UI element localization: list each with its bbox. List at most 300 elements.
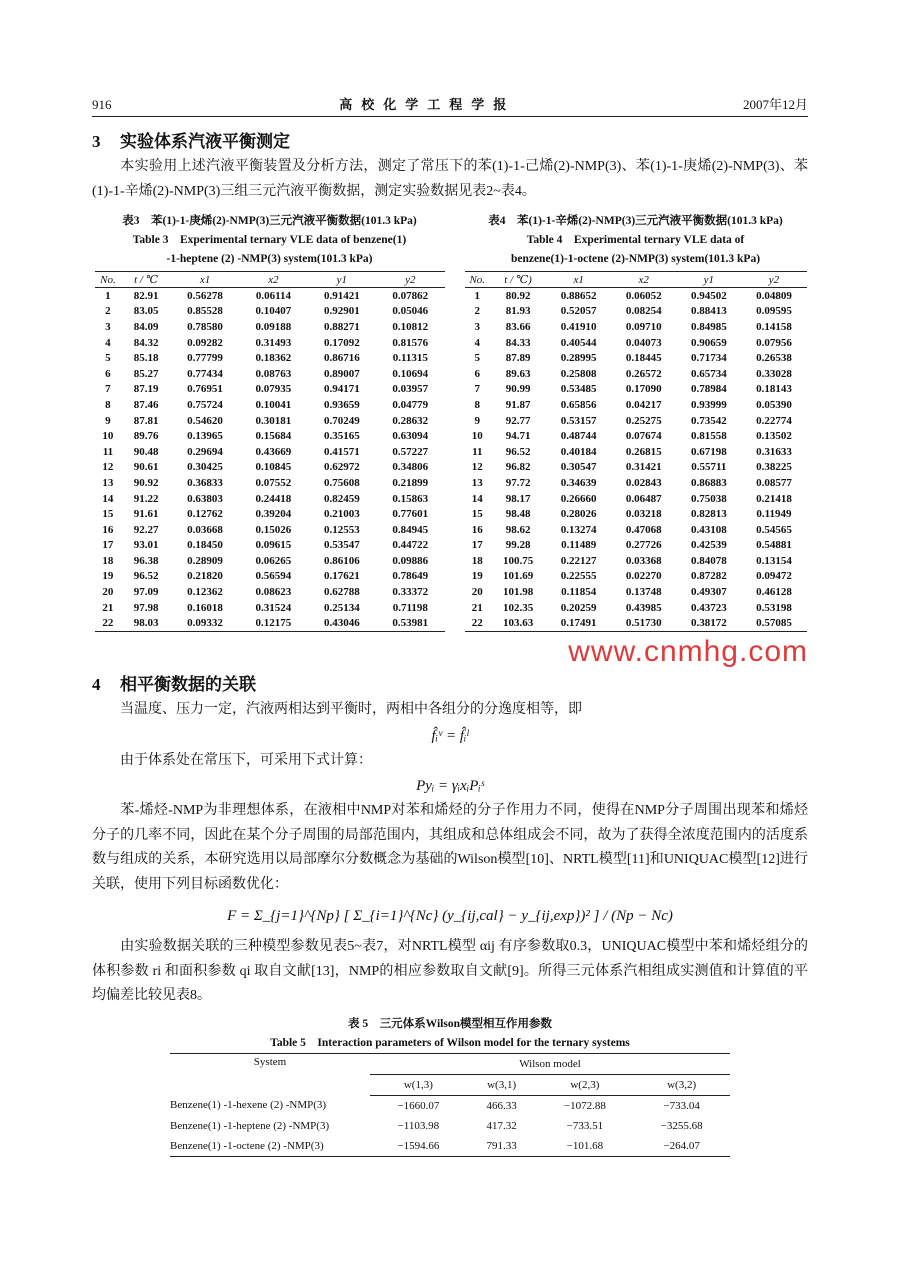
table-cell: 0.81558 xyxy=(690,430,727,443)
table-cell: 101.69 xyxy=(502,570,534,583)
table-row xyxy=(95,350,445,366)
table-cell: −101.68 xyxy=(536,1136,633,1157)
table-cell: 0.54565 xyxy=(756,523,792,536)
table-cell: 87.19 xyxy=(133,383,159,396)
table-row xyxy=(465,569,807,585)
table-cell: 21 xyxy=(471,601,483,614)
table-cell: 85.27 xyxy=(133,367,159,380)
table-cell: 0.28995 xyxy=(560,352,597,365)
table-cell: 84.09 xyxy=(133,320,159,333)
table-cell: −1072.88 xyxy=(563,1099,606,1112)
table-cell: −1594.66 xyxy=(370,1136,467,1157)
table-cell: 8 xyxy=(105,398,111,411)
table-cell: 0.09595 xyxy=(756,305,792,318)
table-cell: 791.33 xyxy=(467,1136,537,1157)
table-cell: 0.17621 xyxy=(323,570,360,583)
column-header: y1 xyxy=(308,272,376,288)
caption-en: Table 5 Interaction parameters of Wilson model for the ternary systems xyxy=(270,1036,630,1049)
table-cell: 0.26660 xyxy=(560,492,597,505)
table-cell: −733.51 xyxy=(566,1119,604,1132)
table-cell: 0.10845 xyxy=(255,461,292,474)
table-cell: 14 xyxy=(102,492,114,505)
table-cell: 89.76 xyxy=(133,430,159,443)
table-cell: 97.98 xyxy=(133,601,159,614)
table-row xyxy=(95,288,445,304)
table-cell: 0.22127 xyxy=(560,554,597,567)
table-cell: 0.04809 xyxy=(756,289,792,302)
table-cell: 22 xyxy=(465,615,491,631)
table-cell: 0.65734 xyxy=(690,367,727,380)
table-cell: 0.15026 xyxy=(255,523,292,536)
table-row xyxy=(465,584,807,600)
table-cell: 0.20259 xyxy=(560,601,597,614)
paragraph-text: 苯-烯烃-NMP为非理想体系，在液相中NMP对苯和烯烃的分子作用力不同，使得在NMP分子周围出现苯和烯烃分子的几率不同，因此在某个分子周围的局部范围内，其组成和总体组成会不同，故为了获得全浓度范围内的活度系数与组成的关系，本研究选用以局部摩尔分数概念为基础的Wilson模型[10]、NRTL模型[11]和UNIQUAC模型[12]进行关联，使用下列目标函数优化： xyxy=(92,803,808,892)
table-cell: 0.09282 xyxy=(187,336,223,349)
table-cell: 0.52057 xyxy=(560,305,597,318)
table-cell: 91.22 xyxy=(133,492,159,505)
table-cell: 0.53485 xyxy=(560,383,597,396)
table-cell: 0.03957 xyxy=(392,383,429,396)
table-cell: 98.48 xyxy=(505,508,531,521)
table-cell: 0.42539 xyxy=(690,539,727,552)
table-cell: 90.48 xyxy=(133,445,159,458)
table-cell: 102.35 xyxy=(502,601,534,614)
table-cell: 0.71734 xyxy=(690,352,727,365)
table-cell: 0.86106 xyxy=(323,554,360,567)
table-cell: 0.36833 xyxy=(187,476,223,489)
equation-raoult: Pyᵢ = γᵢxᵢPᵢˢ xyxy=(416,778,484,795)
table-row xyxy=(170,1136,730,1157)
table-cell: 8 xyxy=(474,398,481,411)
table-cell: 0.04779 xyxy=(392,398,429,411)
table-cell: 82.91 xyxy=(133,289,159,302)
table-cell: 0.31493 xyxy=(255,336,292,349)
table-cell: 0.08254 xyxy=(625,305,662,318)
table-cell: 0.03668 xyxy=(187,523,223,536)
table-cell: 0.62788 xyxy=(323,586,360,599)
table-row xyxy=(465,304,807,320)
table-row xyxy=(465,428,807,444)
table-cell: 0.43723 xyxy=(690,601,727,614)
column-header: w(1,3) xyxy=(370,1074,467,1095)
paragraph xyxy=(92,935,808,1009)
paragraph-text: 由实验数据关联的三种模型参数见表5~表7，对NRTL模型 αij 有序参数取0.3，UNIQUAC模型中苯和烯烃组分的体积参数 ri 和面积参数 qi 取自文献[13]，NMP的相应参数取自文献[9]。所得三元体系汽相组成实测值和计算值的平均偏差比较见表8。 xyxy=(92,939,808,1004)
caption-en: Table 4 Experimental ternary VLE data of xyxy=(526,234,745,246)
table-cell: 0.53547 xyxy=(323,539,360,552)
table-5-caption xyxy=(170,1015,730,1053)
table-cell: 0.56594 xyxy=(255,570,292,583)
table-cell: 100.75 xyxy=(502,554,534,567)
table-cell: 0.75724 xyxy=(187,398,223,411)
table-cell: 0.17090 xyxy=(625,383,662,396)
table-row xyxy=(95,335,445,351)
table-cell: 0.86716 xyxy=(323,352,360,365)
header-row xyxy=(95,272,445,288)
table-cell: 0.21418 xyxy=(756,492,792,505)
table-cell: 0.51730 xyxy=(611,615,676,631)
column-header: No. xyxy=(95,272,122,288)
table-cell: 19 xyxy=(102,570,114,583)
table-cell: 84.33 xyxy=(505,336,531,349)
section-title: 实验体系汽液平衡测定 xyxy=(120,132,290,151)
table-cell: 0.53198 xyxy=(756,601,792,614)
table-cell: 0.07956 xyxy=(756,336,792,349)
table-cell: 0.12762 xyxy=(187,508,223,521)
equation-objective-function: F = Σ_{j=1}^{Np} [ Σ_{i=1}^{Nc} (y_{ij,cal} − y_{ij,exp})² ] / (Np − Nc) xyxy=(227,908,673,925)
table-cell: 0.18450 xyxy=(187,539,223,552)
table-cell: 0.75038 xyxy=(690,492,727,505)
table-row xyxy=(95,569,445,585)
table-row xyxy=(95,366,445,382)
table-cell: 0.75608 xyxy=(323,476,360,489)
table-cell: 0.94171 xyxy=(323,383,360,396)
table-cell: 10 xyxy=(471,430,483,443)
table-row xyxy=(170,1095,730,1116)
paragraph xyxy=(92,749,808,774)
table-row xyxy=(465,366,807,382)
table-cell: 14 xyxy=(471,492,483,505)
table-row xyxy=(465,475,807,491)
table-cell: 0.16018 xyxy=(187,601,223,614)
table-cell: 0.13965 xyxy=(187,430,223,443)
table-cell: 0.54881 xyxy=(756,539,792,552)
table-cell: 92.77 xyxy=(505,414,531,427)
table-cell: 91.61 xyxy=(133,508,159,521)
table-row xyxy=(95,553,445,569)
equation-fugacity: f̂ᵢᵛ = f̂ᵢˡ xyxy=(431,727,469,744)
table-cell: 21 xyxy=(102,601,114,614)
table-cell: 0.30181 xyxy=(255,414,292,427)
section-number: 4 xyxy=(92,675,101,695)
table-cell: 0.84985 xyxy=(690,320,727,333)
table-cell: 417.32 xyxy=(486,1119,517,1132)
table-cell: 0.11854 xyxy=(561,586,597,599)
table-cell: 87.46 xyxy=(133,398,159,411)
table-cell: 96.52 xyxy=(133,570,159,583)
table-cell: 0.88413 xyxy=(690,305,727,318)
table-cell: 90.61 xyxy=(133,461,159,474)
journal-title: 高校化学工程学报 xyxy=(339,97,516,112)
table-cell: 0.21003 xyxy=(323,508,360,521)
table-cell: 20 xyxy=(102,586,114,599)
table-4-block xyxy=(463,212,808,632)
table-row xyxy=(95,460,445,476)
column-header: t / ℃ xyxy=(121,272,170,288)
table-cell: 0.04217 xyxy=(625,398,662,411)
table-cell: 7 xyxy=(105,383,111,396)
table-cell: 0.26538 xyxy=(756,352,792,365)
table-cell: 1 xyxy=(105,289,111,302)
table-cell: 16 xyxy=(102,523,114,536)
table-cell: 92.27 xyxy=(133,523,159,536)
table-cell: 0.89007 xyxy=(323,367,360,380)
table-cell: 87.89 xyxy=(505,352,531,365)
table-5 xyxy=(170,1053,730,1157)
table-cell: 0.78580 xyxy=(187,320,223,333)
table-cell: 0.46128 xyxy=(756,586,792,599)
table-row xyxy=(465,350,807,366)
paragraph-text: 当温度、压力一定，汽液两相达到平衡时，两相中各组分的分逸度相等，即 xyxy=(120,702,582,718)
table-cell: 0.24418 xyxy=(255,492,292,505)
table-cell: 0.08577 xyxy=(756,476,792,489)
table-cell: 0.77601 xyxy=(392,508,429,521)
table-cell: 0.53157 xyxy=(560,414,597,427)
table-cell: 97.72 xyxy=(505,476,531,489)
table-cell: −264.07 xyxy=(633,1136,730,1157)
table-row xyxy=(95,491,445,507)
table-cell: 0.09886 xyxy=(392,554,429,567)
table-cell: 0.34639 xyxy=(560,476,597,489)
table-cell: 81.93 xyxy=(505,305,531,318)
table-cell: 0.44722 xyxy=(392,539,429,552)
table-cell: 0.84945 xyxy=(392,523,429,536)
table-cell: 0.14158 xyxy=(756,320,792,333)
table-cell: 0.10812 xyxy=(392,320,429,333)
table-row xyxy=(95,444,445,460)
table-cell: 0.88271 xyxy=(323,320,360,333)
table-cell: 0.25275 xyxy=(625,414,662,427)
table-cell: 5 xyxy=(105,352,111,365)
table-cell: 83.05 xyxy=(133,305,159,318)
table-cell: 0.11489 xyxy=(561,539,597,552)
table-cell: 97.09 xyxy=(133,586,159,599)
system-name: Benzene(1) -1-hexene (2) -NMP(3) xyxy=(170,1099,327,1112)
table-cell: 0.11315 xyxy=(392,352,428,365)
column-header: x1 xyxy=(171,272,239,288)
table-cell: 0.55711 xyxy=(691,461,727,474)
column-header: y1 xyxy=(676,272,741,288)
watermark: www.cnmhg.com xyxy=(568,635,808,669)
column-header: y2 xyxy=(741,272,806,288)
table-cell: 0.06114 xyxy=(255,289,291,302)
table-cell: 0.87282 xyxy=(690,570,727,583)
table-5-block xyxy=(170,1015,730,1157)
table-cell: 0.18445 xyxy=(625,352,662,365)
page-number: 916 xyxy=(92,97,112,112)
table-4 xyxy=(465,271,807,632)
table-cell: 12 xyxy=(471,461,483,474)
table-cell: 98.03 xyxy=(121,615,170,631)
caption-cn: 表4 苯(1)-1-辛烯(2)-NMP(3)三元汽液平衡数据(101.3 kPa) xyxy=(488,215,783,227)
table-cell: 9 xyxy=(474,414,481,427)
table-cell: 0.09710 xyxy=(625,320,662,333)
table-cell: 0.18362 xyxy=(255,352,292,365)
table-3-caption xyxy=(122,212,416,269)
table-cell: 0.41910 xyxy=(560,320,597,333)
table-cell: 0.73542 xyxy=(690,414,727,427)
table-cell: −1103.98 xyxy=(397,1119,440,1132)
table-cell: 6 xyxy=(105,367,111,380)
table-cell: 0.70249 xyxy=(323,414,360,427)
table-cell: 0.05390 xyxy=(756,398,792,411)
table-cell: 0.67198 xyxy=(690,445,727,458)
caption-cn: 表3 苯(1)-1-庚烯(2)-NMP(3)三元汽液平衡数据(101.3 kPa) xyxy=(122,215,417,227)
table-cell: 0.08623 xyxy=(255,586,292,599)
section-3-heading xyxy=(92,131,808,153)
table-cell: 11 xyxy=(472,445,483,458)
issue-date: 2007年12月 xyxy=(742,97,808,112)
table-cell: 0.15684 xyxy=(255,430,292,443)
table-row xyxy=(465,506,807,522)
table-cell: 9 xyxy=(105,414,111,427)
table-cell: 0.41571 xyxy=(323,445,360,458)
table-cell: 18 xyxy=(471,554,483,567)
table-row xyxy=(465,491,807,507)
table-cell: 0.81576 xyxy=(392,336,429,349)
table-cell: 0.38225 xyxy=(756,461,792,474)
table-cell: 0.84078 xyxy=(690,554,727,567)
table-cell: 0.03218 xyxy=(625,508,662,521)
table-cell: −733.04 xyxy=(663,1099,700,1112)
table-cell: 83.66 xyxy=(505,320,531,333)
table-row xyxy=(465,615,807,631)
paragraph xyxy=(92,698,808,723)
caption-en: -1-heptene (2) -NMP(3) system(101.3 kPa) xyxy=(166,253,373,265)
table-cell: 3 xyxy=(105,320,111,333)
table-row xyxy=(465,397,807,413)
table-cell: 0.13274 xyxy=(560,523,597,536)
table-cell: 0.26572 xyxy=(625,367,662,380)
table-cell: 0.30425 xyxy=(187,461,223,474)
table-row xyxy=(465,335,807,351)
table-cell: 0.78984 xyxy=(690,383,727,396)
section-4-heading xyxy=(92,674,808,696)
table-cell: 0.43046 xyxy=(308,615,376,631)
table-cell: 91.87 xyxy=(505,398,531,411)
table-row xyxy=(95,615,445,631)
table-cell: 10 xyxy=(102,430,114,443)
table-cell: 0.77434 xyxy=(187,367,223,380)
table-cell: 0.92901 xyxy=(323,305,360,318)
table-cell: 0.56278 xyxy=(187,289,223,302)
table-cell: 11 xyxy=(102,445,114,458)
table-cell: 0.06265 xyxy=(255,554,292,567)
table-cell: 0.43985 xyxy=(625,601,662,614)
column-header: x2 xyxy=(239,272,307,288)
table-cell: 0.26815 xyxy=(625,445,662,458)
caption-en: benzene(1)-1-octene (2)-NMP(3) system(101.3 kPa) xyxy=(510,253,761,265)
table-cell: 98.17 xyxy=(505,492,531,505)
table-cell: 0.28632 xyxy=(392,414,429,427)
table-cell: 0.65856 xyxy=(560,398,597,411)
table-row xyxy=(95,397,445,413)
table-cell: 0.13154 xyxy=(756,554,792,567)
table-cell: 0.10041 xyxy=(255,398,292,411)
caption-en: Table 3 Experimental ternary VLE data of benzene(1) xyxy=(132,234,407,246)
table-cell: 0.93659 xyxy=(323,398,360,411)
table-cell: 0.35165 xyxy=(323,430,360,443)
table-cell: 90.99 xyxy=(505,383,531,396)
table-cell: 0.11949 xyxy=(756,508,792,521)
table-cell: 0.48744 xyxy=(560,430,597,443)
table-cell: 0.57227 xyxy=(392,445,429,458)
table-cell: 0.63803 xyxy=(187,492,223,505)
table-cell: 2 xyxy=(474,305,481,318)
table-cell: 0.22774 xyxy=(756,414,792,427)
table-cell: 0.49307 xyxy=(690,586,727,599)
table-cell: 20 xyxy=(471,586,483,599)
table-row xyxy=(465,413,807,429)
table-row xyxy=(170,1116,730,1136)
table-cell: 96.38 xyxy=(133,554,159,567)
table-row xyxy=(465,382,807,398)
table-row xyxy=(95,506,445,522)
table-cell: 0.10694 xyxy=(392,367,429,380)
table-cell: 0.31633 xyxy=(756,445,792,458)
table-row xyxy=(465,444,807,460)
table-cell: 13 xyxy=(471,476,483,489)
table-cell: −1660.07 xyxy=(397,1099,440,1112)
table-cell: 0.09332 xyxy=(171,615,239,631)
table-cell: 0.86883 xyxy=(690,476,727,489)
table-row xyxy=(465,600,807,616)
table-cell: 93.01 xyxy=(133,539,159,552)
table-cell: 13 xyxy=(102,476,114,489)
table-3 xyxy=(95,271,445,632)
table-cell: 0.12175 xyxy=(239,615,307,631)
table-cell: 19 xyxy=(471,570,483,583)
table-cell: 103.63 xyxy=(490,615,546,631)
table-cell: 0.76951 xyxy=(187,383,223,396)
table-cell: 0.27726 xyxy=(625,539,662,552)
tables-row xyxy=(92,212,808,632)
table-cell: 466.33 xyxy=(486,1099,517,1112)
table-cell: 94.71 xyxy=(505,430,531,443)
header-row xyxy=(465,272,807,288)
column-header: y2 xyxy=(376,272,444,288)
table-cell: 0.85528 xyxy=(187,305,223,318)
document-page xyxy=(92,0,808,1157)
table-cell: 89.63 xyxy=(505,367,531,380)
table-row xyxy=(95,584,445,600)
table-3-block xyxy=(92,212,447,632)
table-row xyxy=(465,553,807,569)
table-cell: 1 xyxy=(474,289,481,302)
system-name: Benzene(1) -1-heptene (2) -NMP(3) xyxy=(170,1119,330,1132)
table-cell: 0.07862 xyxy=(392,289,429,302)
table-cell: 0.07935 xyxy=(255,383,292,396)
column-header: System xyxy=(170,1053,370,1095)
table-cell: 0.09615 xyxy=(255,539,292,552)
table-cell: 0.34806 xyxy=(392,461,429,474)
table-cell: 0.06052 xyxy=(625,289,662,302)
table-row xyxy=(95,538,445,554)
table-cell: 0.05046 xyxy=(392,305,429,318)
table-cell: 22 xyxy=(95,615,122,631)
table-cell: 80.92 xyxy=(505,289,531,302)
running-header xyxy=(92,94,808,117)
paragraph-text: 由于体系处在常压下，可采用下式计算： xyxy=(120,752,372,768)
table-cell: 7 xyxy=(474,383,481,396)
table-cell: 0.18143 xyxy=(756,383,792,396)
column-header: t / ℃) xyxy=(490,272,546,288)
table-cell: 4 xyxy=(105,336,111,349)
table-row xyxy=(95,413,445,429)
table-cell: 0.10407 xyxy=(255,305,292,318)
caption-cn: 表 5 三元体系Wilson模型相互作用参数 xyxy=(348,1017,552,1030)
table-cell: 0.02843 xyxy=(625,476,662,489)
table-cell: 0.25808 xyxy=(560,367,597,380)
table-cell: 0.03368 xyxy=(625,554,662,567)
table-cell: 0.17092 xyxy=(323,336,360,349)
table-cell: 0.82459 xyxy=(323,492,360,505)
table-cell: 87.81 xyxy=(133,414,159,427)
table-row xyxy=(465,460,807,476)
table-cell: 0.12553 xyxy=(323,523,360,536)
table-4-caption xyxy=(488,212,782,269)
table-cell: 0.39204 xyxy=(255,508,292,521)
table-cell: −3255.68 xyxy=(660,1119,703,1132)
